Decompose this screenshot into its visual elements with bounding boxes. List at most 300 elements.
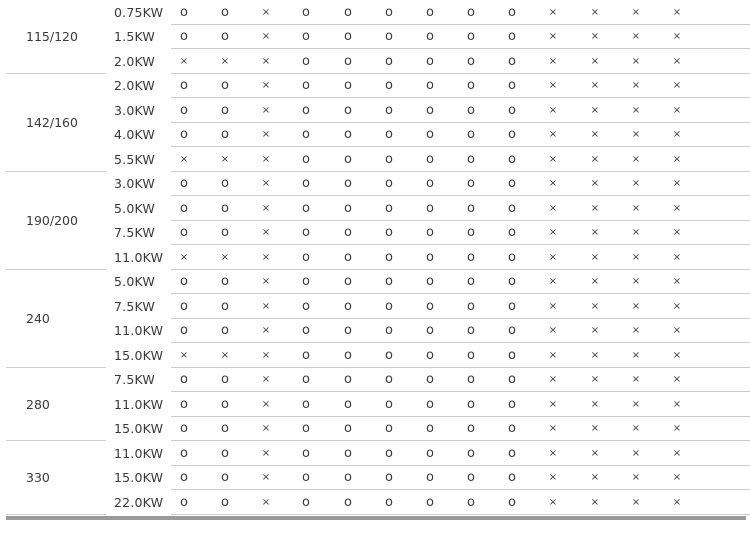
compatible-mark: o: [344, 225, 352, 241]
compatible-mark: o: [180, 176, 188, 192]
compatible-mark: o: [221, 225, 229, 241]
incompatible-mark: ×: [590, 104, 600, 116]
compatible-mark: o: [221, 127, 229, 143]
incompatible-mark: ×: [261, 472, 271, 484]
incompatible-mark: ×: [548, 80, 558, 92]
incompatible-mark: ×: [261, 202, 271, 214]
incompatible-mark: ×: [631, 31, 641, 43]
compatible-mark: o: [385, 53, 393, 69]
incompatible-mark: ×: [631, 349, 641, 361]
table-row: [6, 123, 750, 148]
compatible-mark: o: [221, 102, 229, 118]
incompatible-mark: ×: [548, 472, 558, 484]
compatible-mark: o: [467, 323, 475, 339]
power-rating: 3.0KW: [114, 102, 155, 118]
compatible-mark: o: [426, 274, 434, 290]
compatible-mark: o: [467, 102, 475, 118]
compatible-mark: o: [344, 200, 352, 216]
compatible-mark: o: [467, 347, 475, 363]
incompatible-mark: ×: [631, 300, 641, 312]
compatible-mark: o: [302, 396, 310, 412]
incompatible-mark: ×: [631, 153, 641, 165]
incompatible-mark: ×: [631, 423, 641, 435]
compatible-mark: o: [221, 4, 229, 20]
compatible-mark: o: [426, 53, 434, 69]
table-group: [6, 270, 750, 368]
incompatible-mark: ×: [220, 55, 230, 67]
incompatible-mark: ×: [261, 496, 271, 508]
power-rating: 5.0KW: [114, 200, 155, 216]
incompatible-mark: ×: [672, 55, 682, 67]
compatible-mark: o: [221, 372, 229, 388]
compatible-mark: o: [467, 445, 475, 461]
compatible-mark: o: [302, 298, 310, 314]
incompatible-mark: ×: [261, 55, 271, 67]
incompatible-mark: ×: [261, 276, 271, 288]
compatible-mark: o: [426, 29, 434, 45]
compatible-mark: o: [426, 176, 434, 192]
compatible-mark: o: [180, 225, 188, 241]
compatible-mark: o: [221, 323, 229, 339]
incompatible-mark: ×: [548, 300, 558, 312]
incompatible-mark: ×: [672, 398, 682, 410]
compatible-mark: o: [467, 421, 475, 437]
table-row: [6, 221, 750, 246]
compatible-mark: o: [180, 78, 188, 94]
incompatible-mark: ×: [590, 178, 600, 190]
compatible-mark: o: [385, 225, 393, 241]
incompatible-mark: ×: [590, 423, 600, 435]
compatible-mark: o: [508, 470, 516, 486]
incompatible-mark: ×: [631, 178, 641, 190]
compatible-mark: o: [344, 102, 352, 118]
compatible-mark: o: [508, 78, 516, 94]
compatible-mark: o: [508, 176, 516, 192]
incompatible-mark: ×: [631, 6, 641, 18]
compatible-mark: o: [467, 176, 475, 192]
incompatible-mark: ×: [672, 31, 682, 43]
incompatible-mark: ×: [548, 31, 558, 43]
table-row: [6, 25, 750, 50]
compatible-mark: o: [180, 445, 188, 461]
compatible-mark: o: [385, 249, 393, 265]
compatible-mark: o: [385, 200, 393, 216]
compatible-mark: o: [508, 347, 516, 363]
incompatible-mark: ×: [631, 80, 641, 92]
compatible-mark: o: [426, 372, 434, 388]
compatible-mark: o: [302, 445, 310, 461]
compatible-mark: o: [221, 445, 229, 461]
incompatible-mark: ×: [590, 6, 600, 18]
incompatible-mark: ×: [548, 325, 558, 337]
incompatible-mark: ×: [548, 153, 558, 165]
compatible-mark: o: [385, 176, 393, 192]
incompatible-mark: ×: [672, 325, 682, 337]
compatible-mark: o: [180, 494, 188, 510]
compatible-mark: o: [221, 176, 229, 192]
compatible-mark: o: [302, 151, 310, 167]
compatible-mark: o: [508, 323, 516, 339]
compatible-mark: o: [344, 4, 352, 20]
compatible-mark: o: [344, 421, 352, 437]
compatible-mark: o: [344, 323, 352, 339]
table-row: [6, 417, 750, 442]
compatible-mark: o: [426, 347, 434, 363]
compatible-mark: o: [344, 249, 352, 265]
incompatible-mark: ×: [261, 398, 271, 410]
incompatible-mark: ×: [672, 153, 682, 165]
compatible-mark: o: [221, 421, 229, 437]
incompatible-mark: ×: [672, 6, 682, 18]
compatible-mark: o: [221, 298, 229, 314]
table-group: [6, 441, 750, 515]
incompatible-mark: ×: [672, 129, 682, 141]
incompatible-mark: ×: [261, 325, 271, 337]
incompatible-mark: ×: [631, 251, 641, 263]
table-row: [6, 74, 750, 99]
table-group: [6, 0, 750, 74]
compatible-mark: o: [302, 29, 310, 45]
incompatible-mark: ×: [548, 374, 558, 386]
compatible-mark: o: [385, 323, 393, 339]
compatible-mark: o: [426, 78, 434, 94]
power-rating: 15.0KW: [114, 470, 164, 486]
power-rating: 5.0KW: [114, 274, 155, 290]
incompatible-mark: ×: [261, 447, 271, 459]
power-rating: 11.0KW: [114, 323, 164, 339]
compatible-mark: o: [221, 29, 229, 45]
group-label: 190/200: [26, 213, 78, 228]
compatible-mark: o: [221, 396, 229, 412]
incompatible-mark: ×: [548, 398, 558, 410]
compatible-mark: o: [467, 396, 475, 412]
compatible-mark: o: [385, 396, 393, 412]
power-rating: 7.5KW: [114, 225, 155, 241]
compatible-mark: o: [302, 53, 310, 69]
compatible-mark: o: [467, 53, 475, 69]
compatible-mark: o: [344, 176, 352, 192]
incompatible-mark: ×: [590, 472, 600, 484]
compatible-mark: o: [467, 127, 475, 143]
power-rating: 4.0KW: [114, 127, 155, 143]
compatible-mark: o: [426, 4, 434, 20]
compatible-mark: o: [467, 298, 475, 314]
compatible-mark: o: [426, 200, 434, 216]
power-rating: 5.5KW: [114, 151, 155, 167]
incompatible-mark: ×: [631, 276, 641, 288]
power-rating: 11.0KW: [114, 396, 164, 412]
compatible-mark: o: [467, 249, 475, 265]
incompatible-mark: ×: [590, 31, 600, 43]
incompatible-mark: ×: [590, 202, 600, 214]
compatible-mark: o: [385, 372, 393, 388]
incompatible-mark: ×: [590, 496, 600, 508]
compatible-mark: o: [467, 200, 475, 216]
incompatible-mark: ×: [590, 349, 600, 361]
compatible-mark: o: [221, 200, 229, 216]
compatible-mark: o: [221, 274, 229, 290]
table-group: [6, 74, 750, 172]
compatible-mark: o: [508, 494, 516, 510]
compatible-mark: o: [508, 274, 516, 290]
incompatible-mark: ×: [672, 80, 682, 92]
compatible-mark: o: [426, 249, 434, 265]
power-rating: 15.0KW: [114, 347, 164, 363]
group-label: 280: [26, 396, 50, 412]
compatible-mark: o: [385, 470, 393, 486]
incompatible-mark: ×: [672, 349, 682, 361]
compatible-mark: o: [385, 421, 393, 437]
group-label: 240: [26, 311, 50, 326]
compatible-mark: o: [180, 200, 188, 216]
incompatible-mark: ×: [261, 178, 271, 190]
incompatible-mark: ×: [672, 202, 682, 214]
incompatible-mark: ×: [179, 153, 189, 165]
power-rating: 2.0KW: [114, 78, 155, 94]
incompatible-mark: ×: [220, 349, 230, 361]
incompatible-mark: ×: [590, 325, 600, 337]
table-row: [6, 270, 750, 295]
compatible-mark: o: [508, 396, 516, 412]
incompatible-mark: ×: [590, 374, 600, 386]
table-row: [6, 392, 750, 417]
compatible-mark: o: [385, 102, 393, 118]
power-rating: 7.5KW: [114, 372, 155, 388]
incompatible-mark: ×: [179, 251, 189, 263]
incompatible-mark: ×: [220, 153, 230, 165]
compatible-mark: o: [344, 298, 352, 314]
compatible-mark: o: [302, 372, 310, 388]
compatible-mark: o: [302, 470, 310, 486]
incompatible-mark: ×: [672, 178, 682, 190]
incompatible-mark: ×: [548, 251, 558, 263]
compatible-mark: o: [180, 372, 188, 388]
compatible-mark: o: [467, 4, 475, 20]
incompatible-mark: ×: [590, 276, 600, 288]
incompatible-mark: ×: [590, 80, 600, 92]
incompatible-mark: ×: [590, 447, 600, 459]
incompatible-mark: ×: [631, 325, 641, 337]
compatible-mark: o: [508, 298, 516, 314]
compatible-mark: o: [508, 4, 516, 20]
compatible-mark: o: [344, 445, 352, 461]
incompatible-mark: ×: [590, 300, 600, 312]
incompatible-mark: ×: [548, 178, 558, 190]
table-row: [6, 490, 750, 515]
compatible-mark: o: [180, 470, 188, 486]
compatible-mark: o: [385, 298, 393, 314]
compatible-mark: o: [385, 4, 393, 20]
compatibility-table: [6, 0, 750, 515]
compatible-mark: o: [302, 274, 310, 290]
incompatible-mark: ×: [631, 496, 641, 508]
compatible-mark: o: [467, 225, 475, 241]
compatible-mark: o: [180, 4, 188, 20]
table-bottom-rule: [6, 516, 746, 520]
compatible-mark: o: [302, 200, 310, 216]
incompatible-mark: ×: [261, 349, 271, 361]
power-rating: 0.75KW: [114, 4, 164, 20]
compatible-mark: o: [302, 249, 310, 265]
compatible-mark: o: [385, 494, 393, 510]
compatible-mark: o: [508, 53, 516, 69]
incompatible-mark: ×: [672, 423, 682, 435]
compatible-mark: o: [344, 274, 352, 290]
incompatible-mark: ×: [590, 251, 600, 263]
incompatible-mark: ×: [631, 202, 641, 214]
table-row: [6, 147, 750, 172]
incompatible-mark: ×: [261, 300, 271, 312]
table-row: [6, 294, 750, 319]
incompatible-mark: ×: [590, 129, 600, 141]
group-label: 142/160: [26, 115, 78, 130]
row-divider: [171, 514, 750, 515]
incompatible-mark: ×: [548, 276, 558, 288]
table-row: [6, 49, 750, 74]
compatible-mark: o: [508, 29, 516, 45]
incompatible-mark: ×: [548, 349, 558, 361]
incompatible-mark: ×: [672, 251, 682, 263]
compatible-mark: o: [508, 151, 516, 167]
incompatible-mark: ×: [672, 496, 682, 508]
compatible-mark: o: [344, 494, 352, 510]
table-row: [6, 98, 750, 123]
incompatible-mark: ×: [631, 472, 641, 484]
compatible-mark: o: [508, 127, 516, 143]
compatible-mark: o: [385, 445, 393, 461]
compatible-mark: o: [302, 78, 310, 94]
incompatible-mark: ×: [672, 104, 682, 116]
compatible-mark: o: [426, 470, 434, 486]
incompatible-mark: ×: [631, 447, 641, 459]
compatible-mark: o: [426, 396, 434, 412]
incompatible-mark: ×: [631, 374, 641, 386]
table-row: [6, 319, 750, 344]
incompatible-mark: ×: [548, 104, 558, 116]
compatible-mark: o: [426, 421, 434, 437]
compatible-mark: o: [180, 421, 188, 437]
incompatible-mark: ×: [631, 129, 641, 141]
compatible-mark: o: [180, 127, 188, 143]
incompatible-mark: ×: [220, 251, 230, 263]
compatible-mark: o: [508, 372, 516, 388]
compatible-mark: o: [180, 298, 188, 314]
power-rating: 1.5KW: [114, 29, 155, 45]
compatible-mark: o: [508, 421, 516, 437]
incompatible-mark: ×: [672, 276, 682, 288]
compatible-mark: o: [344, 372, 352, 388]
compatible-mark: o: [302, 323, 310, 339]
compatible-mark: o: [344, 78, 352, 94]
power-rating: 11.0KW: [114, 445, 164, 461]
compatible-mark: o: [344, 29, 352, 45]
incompatible-mark: ×: [261, 251, 271, 263]
power-rating: 2.0KW: [114, 53, 155, 69]
compatible-mark: o: [467, 78, 475, 94]
compatible-mark: o: [180, 323, 188, 339]
group-label: 330: [26, 470, 50, 486]
table-row: [6, 441, 750, 466]
table-row: [6, 343, 750, 368]
group-label: 115/120: [26, 29, 78, 45]
incompatible-mark: ×: [590, 55, 600, 67]
power-rating: 11.0KW: [114, 249, 164, 265]
table-row: [6, 466, 750, 491]
compatible-mark: o: [508, 225, 516, 241]
incompatible-mark: ×: [179, 55, 189, 67]
incompatible-mark: ×: [548, 202, 558, 214]
incompatible-mark: ×: [261, 423, 271, 435]
incompatible-mark: ×: [548, 6, 558, 18]
incompatible-mark: ×: [548, 496, 558, 508]
compatible-mark: o: [508, 445, 516, 461]
table-row: [6, 196, 750, 221]
compatible-mark: o: [426, 323, 434, 339]
incompatible-mark: ×: [179, 349, 189, 361]
incompatible-mark: ×: [261, 104, 271, 116]
power-rating: 22.0KW: [114, 494, 164, 510]
table-row: [6, 172, 750, 197]
compatible-mark: o: [385, 29, 393, 45]
incompatible-mark: ×: [631, 104, 641, 116]
table-row: [6, 245, 750, 270]
compatible-mark: o: [221, 78, 229, 94]
compatible-mark: o: [344, 470, 352, 486]
table-row: [6, 0, 750, 25]
incompatible-mark: ×: [672, 227, 682, 239]
compatible-mark: o: [344, 151, 352, 167]
incompatible-mark: ×: [261, 153, 271, 165]
compatible-mark: o: [426, 298, 434, 314]
power-rating: 7.5KW: [114, 298, 155, 314]
compatible-mark: o: [385, 347, 393, 363]
compatible-mark: o: [302, 347, 310, 363]
compatible-mark: o: [467, 151, 475, 167]
compatible-mark: o: [385, 78, 393, 94]
incompatible-mark: ×: [261, 6, 271, 18]
table-row: [6, 368, 750, 393]
compatible-mark: o: [426, 225, 434, 241]
compatible-mark: o: [344, 396, 352, 412]
compatible-mark: o: [344, 347, 352, 363]
incompatible-mark: ×: [631, 227, 641, 239]
incompatible-mark: ×: [261, 31, 271, 43]
compatible-mark: o: [385, 127, 393, 143]
compatible-mark: o: [467, 29, 475, 45]
compatible-mark: o: [426, 494, 434, 510]
incompatible-mark: ×: [261, 374, 271, 386]
compatible-mark: o: [467, 470, 475, 486]
compatible-mark: o: [180, 29, 188, 45]
incompatible-mark: ×: [590, 398, 600, 410]
compatible-mark: o: [221, 494, 229, 510]
compatible-mark: o: [467, 274, 475, 290]
power-rating: 15.0KW: [114, 421, 164, 437]
compatible-mark: o: [508, 102, 516, 118]
compatible-mark: o: [221, 470, 229, 486]
incompatible-mark: ×: [548, 423, 558, 435]
incompatible-mark: ×: [548, 447, 558, 459]
incompatible-mark: ×: [548, 227, 558, 239]
compatible-mark: o: [385, 151, 393, 167]
compatible-mark: o: [302, 127, 310, 143]
compatible-mark: o: [508, 249, 516, 265]
incompatible-mark: ×: [590, 153, 600, 165]
compatible-mark: o: [180, 396, 188, 412]
incompatible-mark: ×: [672, 472, 682, 484]
incompatible-mark: ×: [548, 129, 558, 141]
compatible-mark: o: [467, 494, 475, 510]
